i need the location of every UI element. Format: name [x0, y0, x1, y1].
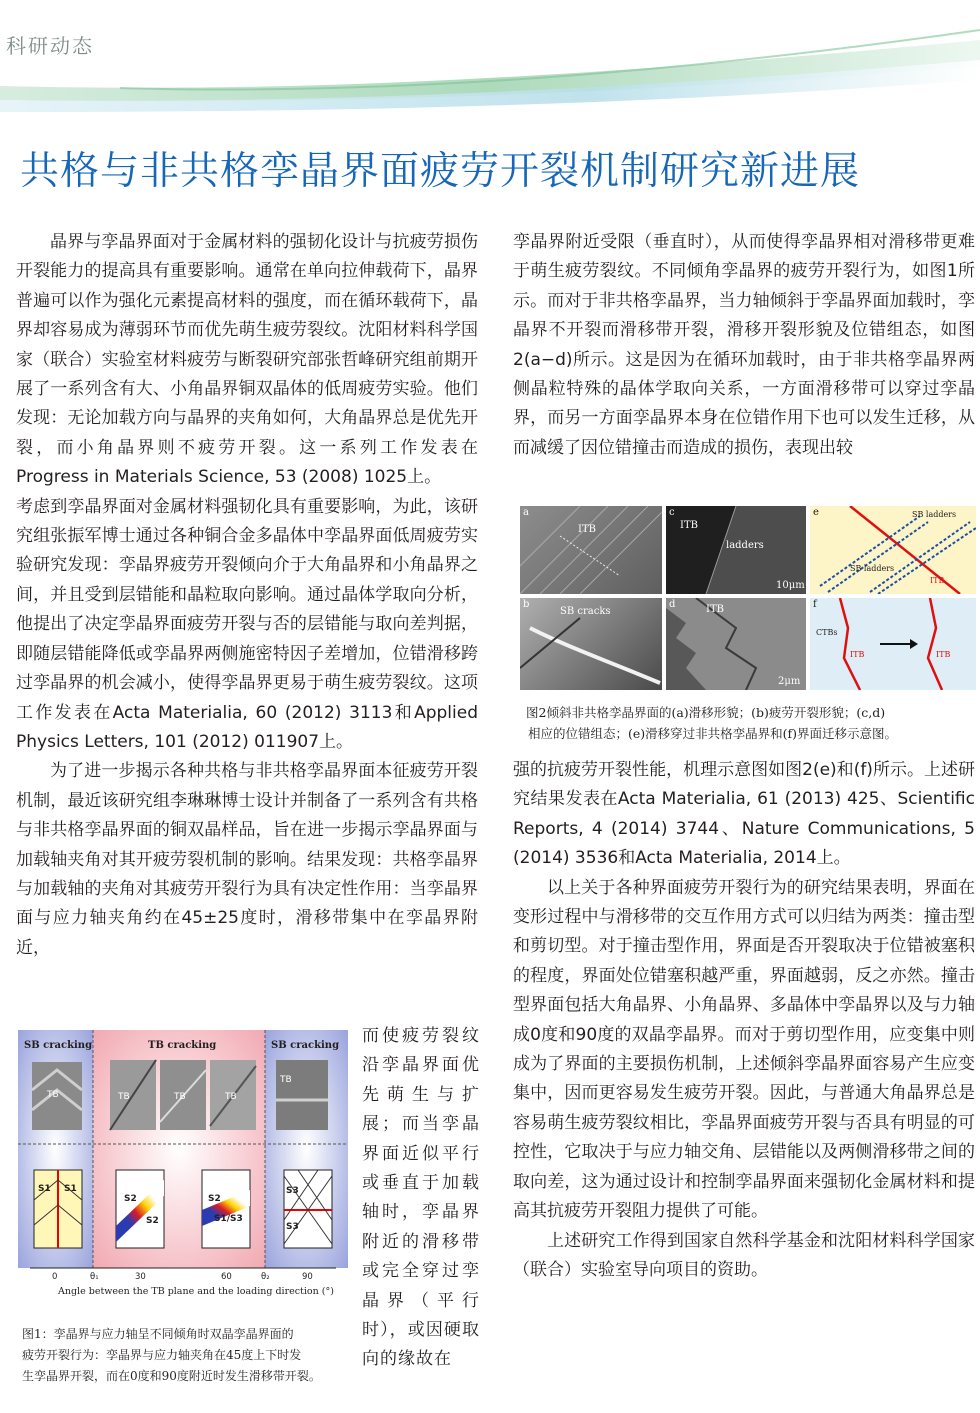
panel-label-f: f — [813, 599, 817, 610]
s1-label: S1 — [38, 1184, 51, 1194]
paragraph: 考虑到孪晶界面对金属材料强韧化具有重要影响，为此，该研究组张振军博士通过各种铜合金多晶体中孪晶界面低周疲劳实验研究发现：孪晶界疲劳开裂倾向介于大角晶界和小角晶界之间，并且受到层错能和晶粒取向影响。通过晶体学取向分析，他提出了决定孪晶界面疲劳开裂与否的层错能与取向差判据，即随层错能降低或孪晶界两侧施密特因子差增加，位错滑移跨过孪晶界的机会减小，使得孪晶界更易于萌生疲劳裂纹。这项工作发表在Acta Materialia, 60 (2012) 3113和Applied Physics Letters, 101 (2012) 011907上。 — [16, 496, 478, 752]
panel-label-e: e — [813, 507, 819, 518]
itb-label: ITB — [578, 524, 596, 535]
paragraph: 为了进一步揭示各种共格与非共格孪晶界面本征疲劳开裂机制，最近该研究组李琳琳博士设计并制备了一系列含有共格与非共格孪晶界面的铜双晶样品，旨在进一步揭示孪晶界面与加载轴夹角对其开疲劳裂机制的影响。结果发现：共格孪晶界与加载轴的夹角对其疲劳开裂行为具有决定性作用：当孪晶界面与应力轴夹角约在45±25度时，滑移带集中在孪晶界附近， — [16, 761, 478, 958]
tb-label: TB — [118, 1092, 130, 1102]
tick-label: θ₂ — [261, 1272, 270, 1282]
zone-label-left: SB cracking — [24, 1040, 93, 1051]
figure-1-caption — [22, 1324, 362, 1387]
itb-label: ITB — [680, 520, 698, 531]
sb-ladders-label: SB ladders — [912, 510, 957, 519]
micrograph-c — [666, 506, 806, 594]
ctbs-label: CTBs — [816, 628, 838, 637]
micrograph-d — [666, 598, 806, 690]
zone-label-mid: TB cracking — [148, 1040, 217, 1051]
article-title: 共格与非共格孪晶界面疲劳开裂机制研究新进展 — [20, 149, 861, 194]
sb-ladders-label: SB ladders — [850, 564, 895, 573]
itb-label: ITB — [706, 604, 724, 615]
tick-label: 60 — [221, 1272, 232, 1282]
tb-label: TB — [280, 1075, 292, 1085]
s1-label: S1 — [64, 1184, 77, 1194]
tick-label: 90 — [302, 1272, 313, 1282]
itb-label: ITB — [930, 576, 945, 585]
figure1-side-text — [362, 1022, 480, 1375]
ladders-label: ladders — [726, 540, 764, 551]
s2-label: S2 — [124, 1194, 137, 1204]
panel-label-a: a — [523, 507, 529, 518]
caption-line: 疲劳开裂行为：孪晶界与应力轴夹角在45度上下时发 — [22, 1348, 302, 1362]
caption-line: 图2倾斜非共格孪晶界面的(a)滑移形貌；(b)疲劳开裂形貌；(c,d) — [526, 705, 886, 720]
tb-label: TB — [225, 1092, 237, 1102]
scale-bar-label: 2μm — [778, 676, 801, 687]
figure-1 — [18, 1030, 348, 1320]
itb-label: ITB — [936, 650, 951, 659]
caption-line: 相应的位错组态；(e)滑移穿过非共格孪晶界和(f)界面迁移示意图。 — [528, 726, 898, 741]
figure-1-diagram — [18, 1030, 348, 1320]
paragraph: 而使疲劳裂纹沿孪晶界面优先萌生与扩展；而当孪晶界面近似平行或垂直于加载轴时，孪晶界附近的滑移带或完全穿过孪晶界（平行时），或因硬取向的缘故在 — [362, 1026, 480, 1370]
itb-label: ITB — [850, 650, 865, 659]
micrograph-b — [520, 598, 662, 690]
s1s3-label: S1/S3 — [214, 1214, 243, 1224]
right-column-bottom — [513, 756, 975, 1285]
s3-label: S3 — [286, 1186, 299, 1196]
schematic-e — [810, 506, 976, 594]
tick-label: θ₁ — [90, 1272, 99, 1282]
s3-label: S3 — [286, 1222, 299, 1232]
right-column-top — [513, 228, 975, 463]
panel-label-b: b — [523, 599, 530, 610]
caption-line: 图1：孪晶界与应力轴呈不同倾角时双晶孪晶界面的 — [22, 1327, 294, 1341]
schematic-f — [810, 598, 976, 690]
panel-label-c: c — [669, 507, 675, 518]
micrograph-a — [520, 506, 662, 594]
tick-label: 30 — [135, 1272, 146, 1282]
paragraph: 晶界与孪晶界面对于金属材料的强韧化设计与抗疲劳损伤开裂能力的提高具有重要影响。通常在单向拉伸载荷下，晶界普遍可以作为强化元素提高材料的强度，而在循环载荷下，晶界却容易成为薄弱环节而优先萌生疲劳裂纹。沈阳材料科学国家（联合）实验室材料疲劳与断裂研究部张哲峰研究组前期开展了一系列含有大、小角晶界铜双晶体的低周疲劳实验。他们发现：无论加载方向与晶界的夹角如何，大角晶界总是优先开裂，而小角晶界则不疲劳开裂。这一系列工作发表在Progress in Materials Science, 53 (2008) 1025上。 — [16, 232, 478, 488]
paragraph: 孪晶界附近受限（垂直时），从而使得孪晶界相对滑移带更难于萌生疲劳裂纹。不同倾角孪晶界的疲劳开裂行为，如图1所示。而对于非共格孪晶界，当力轴倾斜于孪晶界面加载时，孪晶界不开裂而滑移带开裂，滑移开裂形貌及位错组态，如图2(a−d)所示。这是因为在循环加载时，由于非共格孪晶界两侧晶粒特殊的晶体学取向关系，一方面滑移带可以穿过孪晶界，而另一方面孪晶界本身在位错作用下也可以发生迁移，从而减缓了因位错撞击而造成的损伤，表现出较 — [513, 232, 975, 458]
paragraph: 强的抗疲劳开裂性能，机理示意图如图2(e)和(f)所示。上述研究结果发表在Acta Materialia, 61 (2013) 425、Scientific Reports, 4 (2014) 3744、Nature Communications, 5 (2014) 3536和Acta Materialia, 2014上。 — [513, 760, 975, 869]
s2-label: S2 — [208, 1194, 221, 1204]
tb-label: TB — [174, 1092, 186, 1102]
paragraph: 上述研究工作得到国家自然科学基金和沈阳材料科学国家（联合）实验室导向项目的资助。 — [513, 1230, 975, 1280]
figure-2 — [520, 506, 976, 690]
section-label: 科研动态 — [6, 34, 94, 58]
caption-line: 生孪晶界开裂，而在0度和90度附近时发生滑移带开裂。 — [22, 1369, 321, 1383]
header-band — [0, 0, 980, 112]
header-swoosh — [0, 0, 980, 112]
left-column — [16, 228, 478, 963]
s2-label: S2 — [146, 1216, 159, 1226]
zone-label-right: SB cracking — [271, 1040, 340, 1051]
sb-cracks-label: SB cracks — [560, 606, 611, 617]
x-axis-label: Angle between the TB plane and the loading direction (°) — [58, 1286, 334, 1297]
tick-label: 0 — [52, 1272, 58, 1282]
paragraph: 以上关于各种界面疲劳开裂行为的研究结果表明，界面在变形过程中与滑移带的交互作用方式可以归结为两类：撞击型和剪切型。对于撞击型作用，界面是否开裂取决于位错被塞积的程度，界面处位错塞积越严重，界面越弱，反之亦然。撞击型界面包括大角晶界、小角晶界、多晶体中孪晶界以及与力轴成0度和90度的双晶孪晶界。而对于剪切型作用，应变集中则成为了界面的主要损伤机制，上述倾斜孪晶界面容易产生应变集中，因而更容易发生疲劳开裂。因此，与普通大角晶界总是容易萌生疲劳裂纹相比，孪晶界面疲劳开裂与否具有明显的可控性，它取决于与应力轴交角、层错能以及两侧滑移带之间的取向差，这为通过设计和控制孪晶界面来强韧化金属材料和提高其抗疲劳开裂阻力提供了可能。 — [513, 877, 975, 1222]
tb-label: TB — [47, 1090, 59, 1100]
panel-label-d: d — [669, 599, 676, 610]
scale-bar-label: 10μm — [776, 580, 805, 591]
figure-2-caption — [526, 702, 978, 744]
